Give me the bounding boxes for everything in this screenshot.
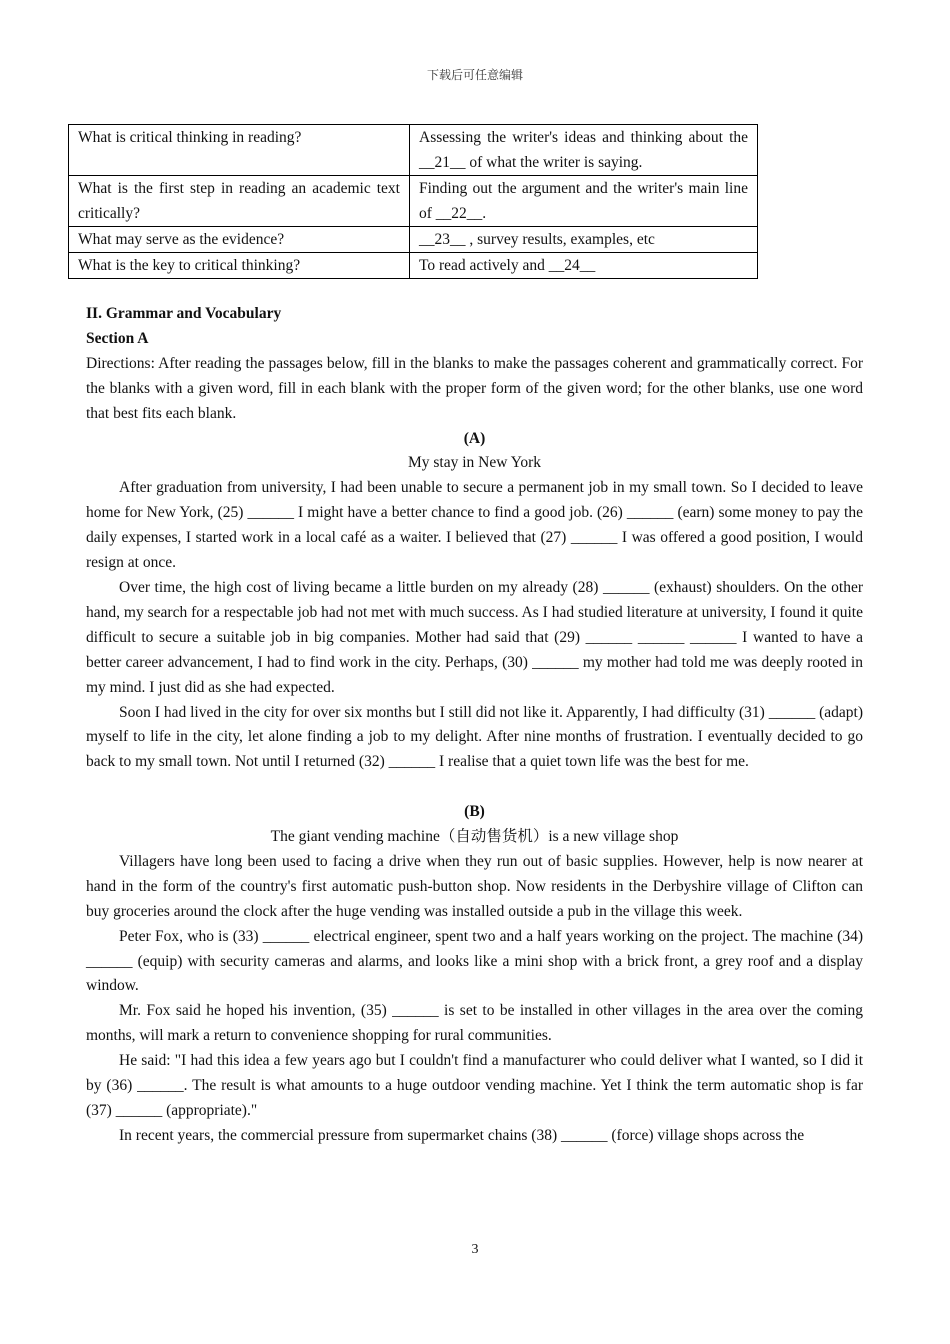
passage-b-paragraph: In recent years, the commercial pressure from supermarket chains (38) ______ (force) village shops across the bbox=[119, 1126, 805, 1144]
table-answer: Assessing the writer's ideas and thinking about the __21__ of what the writer is saying. bbox=[410, 125, 758, 176]
table-row bbox=[69, 253, 758, 279]
table-question: What is critical thinking in reading? bbox=[69, 125, 410, 176]
passage-b-title: The giant vending machine（自动售货机）is a new village shop bbox=[270, 828, 679, 846]
table-answer: To read actively and __24__ bbox=[410, 253, 758, 279]
passage-b-paragraph: Villagers have long been used to facing a drive when they run out of basic supplies. However, help is now nearer at hand in the form of the country's first automatic push-button shop. Now residents in the Derbyshire village of Clifton can buy groceries around the clock after the huge vending was installed outside a pub in the village this week. bbox=[86, 852, 863, 920]
directions: Directions: After reading the passages below, fill in the blanks to make the passages coherent and grammatically correct. For the blanks with a given word, fill in each blank with the proper form of the given word; for the other blanks, use one word that best fits each blank. bbox=[86, 354, 863, 422]
table-row bbox=[69, 227, 758, 253]
page-header: 下载后可任意编辑 bbox=[426, 68, 523, 82]
passage-a-paragraph: Over time, the high cost of living became a little burden on my already (28) ______ (exhaust) shoulders. On the other hand, my search for a respectable job had not met with much success. As I had studied literature at university, I found it quite difficult to secure a suitable job in big companies. Mother had said that (29) ______ ______ ______ I wanted to have a better career advancement, I had to find work in the city. Perhaps, (30) ______ my mother had told me was deeply rooted in my mind. I just did as she had expected. bbox=[86, 578, 863, 696]
passage-a-label: (A) bbox=[463, 429, 486, 447]
passage-b-paragraph: Mr. Fox said he hoped his invention, (35) ______ is set to be installed in other villages in the area over the coming months, will mark a return to convenience shopping for rural communities. bbox=[86, 1002, 863, 1045]
section-subheading: Section A bbox=[86, 329, 149, 347]
passage-b-label: (B) bbox=[464, 803, 485, 821]
summary-table bbox=[68, 124, 758, 279]
table-answer: __23__ , survey results, examples, etc bbox=[410, 227, 758, 253]
table-row bbox=[69, 176, 758, 227]
table-row bbox=[69, 125, 758, 176]
table-answer: Finding out the argument and the writer's main line of __22__. bbox=[410, 176, 758, 227]
table-question: What may serve as the evidence? bbox=[69, 227, 410, 253]
passage-b-paragraph: He said: "I had this idea a few years ago but I couldn't find a manufacturer who could deliver what I wanted, so I did it by (36) ______. The result is what amounts to a huge outdoor vending machine. Yet I think the term automatic shop is far (37) ______ (appropriate)." bbox=[86, 1052, 863, 1119]
section-heading: II. Grammar and Vocabulary bbox=[86, 305, 282, 322]
passage-a-paragraph: Soon I had lived in the city for over six months but I still did not like it. Apparently, I had difficulty (31) ______ (adapt) myself to life in the city, let alone finding a job to my delight. After nine months of frustration. I eventually decided to go back to my small town. Not until I returned (32) ______ I realise that a quiet town life was the best for me. bbox=[86, 703, 863, 771]
table-question: What is the key to critical thinking? bbox=[69, 253, 410, 279]
table-question: What is the first step in reading an academic text critically? bbox=[69, 176, 410, 227]
passage-a-title: My stay in New York bbox=[407, 454, 542, 472]
spacer bbox=[86, 775, 863, 800]
passage-a-paragraph: After graduation from university, I had been unable to secure a permanent job in my small town. So I decided to leave home for New York, (25) ______ I might have a better chance to find a good job. (26) ______ (earn) some money to pay the daily expenses, I started work in a local café as a waiter. I believed that (27) ______ I was offered a good position, I would resign at once. bbox=[86, 479, 863, 572]
page-number: 3 bbox=[471, 1242, 479, 1257]
passage-b-paragraph: Peter Fox, who is (33) ______ electrical engineer, spent two and a half years working on the project. The machine (34) ______ (equip) with security cameras and alarms, and looks like a mini shop with a brick front, a grey roof and a display window. bbox=[86, 927, 863, 995]
main-content bbox=[86, 302, 863, 1149]
